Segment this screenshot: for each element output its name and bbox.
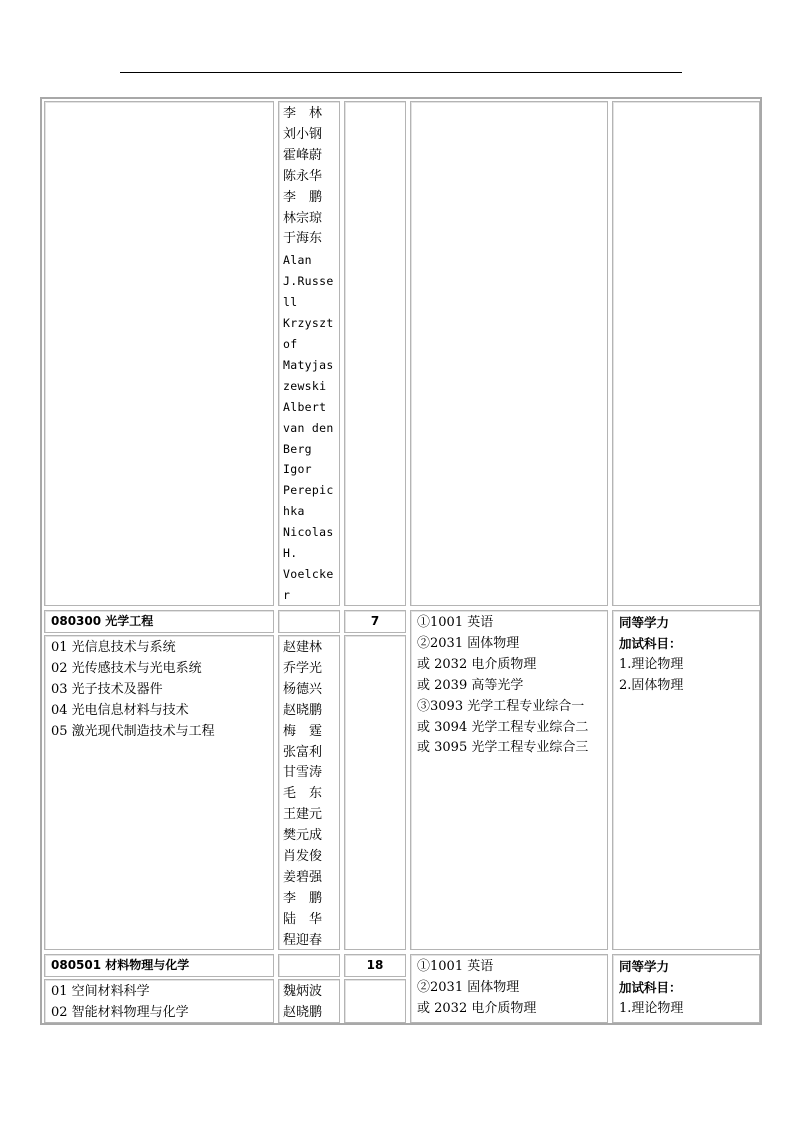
tutor-name: Perepic <box>283 483 334 498</box>
tutor-name: 陆 华 <box>283 911 323 927</box>
quota-blank <box>344 635 406 950</box>
tutor-name: 霍峰蔚 <box>283 147 323 163</box>
exam-item: 或 3094 光学工程专业综合二 <box>417 719 589 735</box>
direction-item: 01 光信息技术与系统 <box>51 640 176 655</box>
exam-item: ①1001 英语 <box>417 615 494 630</box>
remark-item: 1.理论物理 <box>619 656 684 672</box>
exam-item: ①1001 英语 <box>417 959 494 974</box>
tutor-name: r <box>283 587 291 602</box>
tutor-name: 王建元 <box>283 807 323 823</box>
exam-item: ②2031 固体物理 <box>417 979 520 995</box>
program-table <box>40 97 762 1025</box>
direction-item: 04 光电信息材料与技术 <box>51 702 189 718</box>
tutor-name: 赵晓鹏 <box>283 1004 323 1020</box>
exam-item: ③3093 光学工程专业综合一 <box>417 698 585 714</box>
remarks-subtitle: 加试科目： <box>619 635 682 651</box>
tutor-list <box>278 635 340 950</box>
major-code-title: 080501 材料物理与化学 <box>44 954 274 977</box>
tutor-name: 梅 霆 <box>283 723 323 739</box>
tutor-name: van den <box>283 420 334 435</box>
research-directions <box>44 635 274 950</box>
exam-item: 或 2039 高等光学 <box>417 677 524 693</box>
tutor-name: 于海东 <box>283 231 323 247</box>
tutor-name: Matyjas <box>283 357 334 372</box>
tutor-name: 陈永华 <box>283 168 323 184</box>
direction-item: 05 激光现代制造技术与工程 <box>51 723 215 739</box>
tutor-name: Voelcke <box>283 566 334 581</box>
tutor-name: Igor <box>283 462 312 477</box>
tutor-name: 赵建林 <box>283 640 323 655</box>
remarks-title: 同等学力 <box>619 959 670 974</box>
row1-quota-cell <box>344 101 406 606</box>
tutor-name: J.Russe <box>283 274 334 289</box>
tutor-name: zewski <box>283 378 327 393</box>
remarks <box>612 610 760 950</box>
row1-exam-cell <box>410 101 608 606</box>
tutor-name: 魏炳波 <box>283 984 323 999</box>
tutor-name: 李 鹏 <box>283 189 323 205</box>
tutor-name: 李 林 <box>283 106 323 121</box>
tutor-name: Alan <box>283 253 312 268</box>
enrollment-quota: 7 <box>344 610 406 633</box>
direction-item: 02 光传感技术与光电系统 <box>51 660 202 676</box>
tutor-name: ll <box>283 295 298 310</box>
tutor-name: 甘雪涛 <box>283 765 323 781</box>
tutor-name: 毛 东 <box>283 786 323 802</box>
tutor-name: 杨德兴 <box>283 681 323 697</box>
header-rule <box>120 72 682 73</box>
tutor-name: 李 鹏 <box>283 890 323 906</box>
exam-item: 或 2032 电介质物理 <box>417 1000 537 1016</box>
tutor-header-blank <box>278 954 340 977</box>
direction-item: 01 空间材料科学 <box>51 984 150 999</box>
remark-item: 1.理论物理 <box>619 1000 684 1016</box>
remarks-subtitle: 加试科目： <box>619 979 682 995</box>
tutor-name: H. <box>283 546 298 561</box>
row1-tutor-cell <box>278 101 340 606</box>
exam-item: 或 3095 光学工程专业综合三 <box>417 740 589 756</box>
enrollment-quota: 18 <box>344 954 406 977</box>
row1-notes-cell <box>612 101 760 606</box>
exam-item: 或 2032 电介质物理 <box>417 656 537 672</box>
tutor-name: 肖发俊 <box>283 849 323 865</box>
tutor-name: 姜碧强 <box>283 869 323 885</box>
tutor-name: 乔学光 <box>283 660 323 676</box>
tutor-name: Nicolas <box>283 525 334 540</box>
tutor-name: 张富利 <box>283 744 323 760</box>
exam-subjects <box>410 954 608 1023</box>
tutor-name: 刘小钢 <box>283 126 323 142</box>
tutor-name: 程迎春 <box>283 932 323 948</box>
tutor-name: 林宗琼 <box>283 210 323 226</box>
tutor-name: 赵晓鹏 <box>283 702 323 718</box>
research-directions <box>44 979 274 1023</box>
direction-item: 02 智能材料物理与化学 <box>51 1004 189 1020</box>
remarks <box>612 954 760 1023</box>
tutor-list <box>278 979 340 1023</box>
quota-blank <box>344 979 406 1023</box>
exam-item: ②2031 固体物理 <box>417 635 520 651</box>
remark-item: 2.固体物理 <box>619 677 684 693</box>
major-code-title: 080300 光学工程 <box>44 610 274 633</box>
tutor-name: Berg <box>283 441 312 456</box>
tutor-name: Albert <box>283 399 327 414</box>
tutor-name: of <box>283 336 298 351</box>
tutor-name: 樊元成 <box>283 828 323 844</box>
tutor-name: hka <box>283 504 305 519</box>
tutor-header-blank <box>278 610 340 633</box>
exam-subjects <box>410 610 608 950</box>
row1-direction-cell <box>44 101 274 606</box>
direction-item: 03 光子技术及器件 <box>51 681 163 697</box>
remarks-title: 同等学力 <box>619 615 670 630</box>
tutor-name: Krzyszt <box>283 316 334 331</box>
